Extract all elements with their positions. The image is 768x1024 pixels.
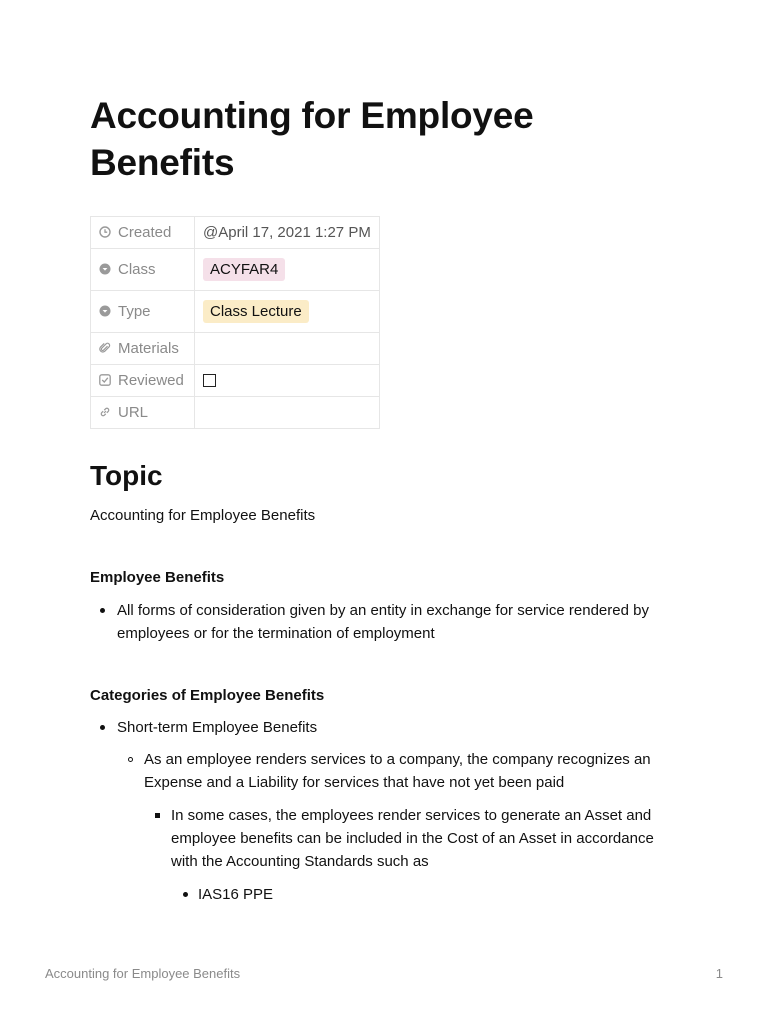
list-item-text: In some cases, the employees render services to generate an Asset and employee benefits can be included in the Cost of an Asset in accordance with the Accounting Standards such as bbox=[171, 807, 654, 870]
select-icon bbox=[99, 305, 111, 317]
list-item-text: Short-term Employee Benefits bbox=[117, 719, 318, 736]
topic-heading: Topic bbox=[90, 460, 163, 491]
page-number: 1 bbox=[715, 966, 723, 981]
list-item-text: All forms of consideration given by an entity in exchange for service rendered by employees or for the termination of employment bbox=[117, 602, 649, 642]
property-key-created bbox=[91, 217, 195, 249]
property-key-label: Created bbox=[118, 224, 172, 241]
property-key-label: Reviewed bbox=[118, 372, 184, 389]
reviewed-checkbox[interactable] bbox=[203, 374, 216, 387]
type-tag: Class Lecture bbox=[203, 300, 309, 323]
property-row-materials bbox=[91, 333, 380, 365]
property-value-type[interactable] bbox=[195, 291, 380, 333]
property-key-label: Materials bbox=[118, 340, 179, 357]
property-key-label: URL bbox=[118, 404, 149, 421]
select-icon bbox=[99, 263, 111, 275]
property-value-url[interactable] bbox=[195, 397, 380, 429]
page-content bbox=[90, 92, 680, 906]
property-key-label: Class bbox=[118, 261, 156, 278]
list-item bbox=[90, 883, 680, 906]
property-key-reviewed bbox=[91, 365, 195, 397]
property-value-class[interactable] bbox=[195, 249, 380, 291]
footer-title: Accounting for Employee Benefits bbox=[45, 966, 241, 981]
checkbox-icon bbox=[99, 374, 111, 386]
categories-heading: Categories of Employee Benefits bbox=[90, 687, 325, 704]
clock-icon bbox=[99, 226, 111, 238]
property-value-materials[interactable] bbox=[195, 333, 380, 365]
property-key-type bbox=[91, 291, 195, 333]
bullet-circle bbox=[128, 757, 133, 762]
property-value-reviewed bbox=[195, 365, 380, 397]
property-key-class bbox=[91, 249, 195, 291]
property-row-reviewed bbox=[91, 365, 380, 397]
property-row-class bbox=[91, 249, 380, 291]
property-key-label: Type bbox=[118, 303, 151, 320]
bullet-disc bbox=[100, 608, 105, 613]
employee-benefits-heading: Employee Benefits bbox=[90, 569, 225, 586]
topic-text: Accounting for Employee Benefits bbox=[90, 507, 316, 524]
page-title: Accounting for Employee Benefits bbox=[90, 95, 534, 183]
bullet-disc bbox=[183, 892, 188, 897]
bullet-disc bbox=[100, 725, 105, 730]
list-item-text: As an employee renders services to a company, the company recognizes an Expense and a Liability for services that have not yet been paid bbox=[144, 751, 651, 791]
paperclip-icon bbox=[99, 342, 111, 354]
properties-table bbox=[90, 216, 380, 429]
property-row-url bbox=[91, 397, 380, 429]
list-item bbox=[90, 748, 680, 794]
list-item bbox=[90, 804, 680, 873]
class-tag: ACYFAR4 bbox=[203, 258, 285, 281]
property-key-materials bbox=[91, 333, 195, 365]
list-item bbox=[90, 716, 680, 739]
list-item-text: IAS16 PPE bbox=[198, 886, 274, 903]
property-row-created bbox=[91, 217, 380, 249]
bullet-square bbox=[155, 813, 160, 818]
property-value-created: @April 17, 2021 1:27 PM bbox=[195, 217, 380, 249]
employee-benefits-list bbox=[90, 599, 680, 645]
property-key-url bbox=[91, 397, 195, 429]
property-row-type bbox=[91, 291, 380, 333]
categories-list bbox=[90, 716, 680, 906]
link-icon bbox=[99, 406, 111, 418]
list-item bbox=[90, 599, 680, 645]
